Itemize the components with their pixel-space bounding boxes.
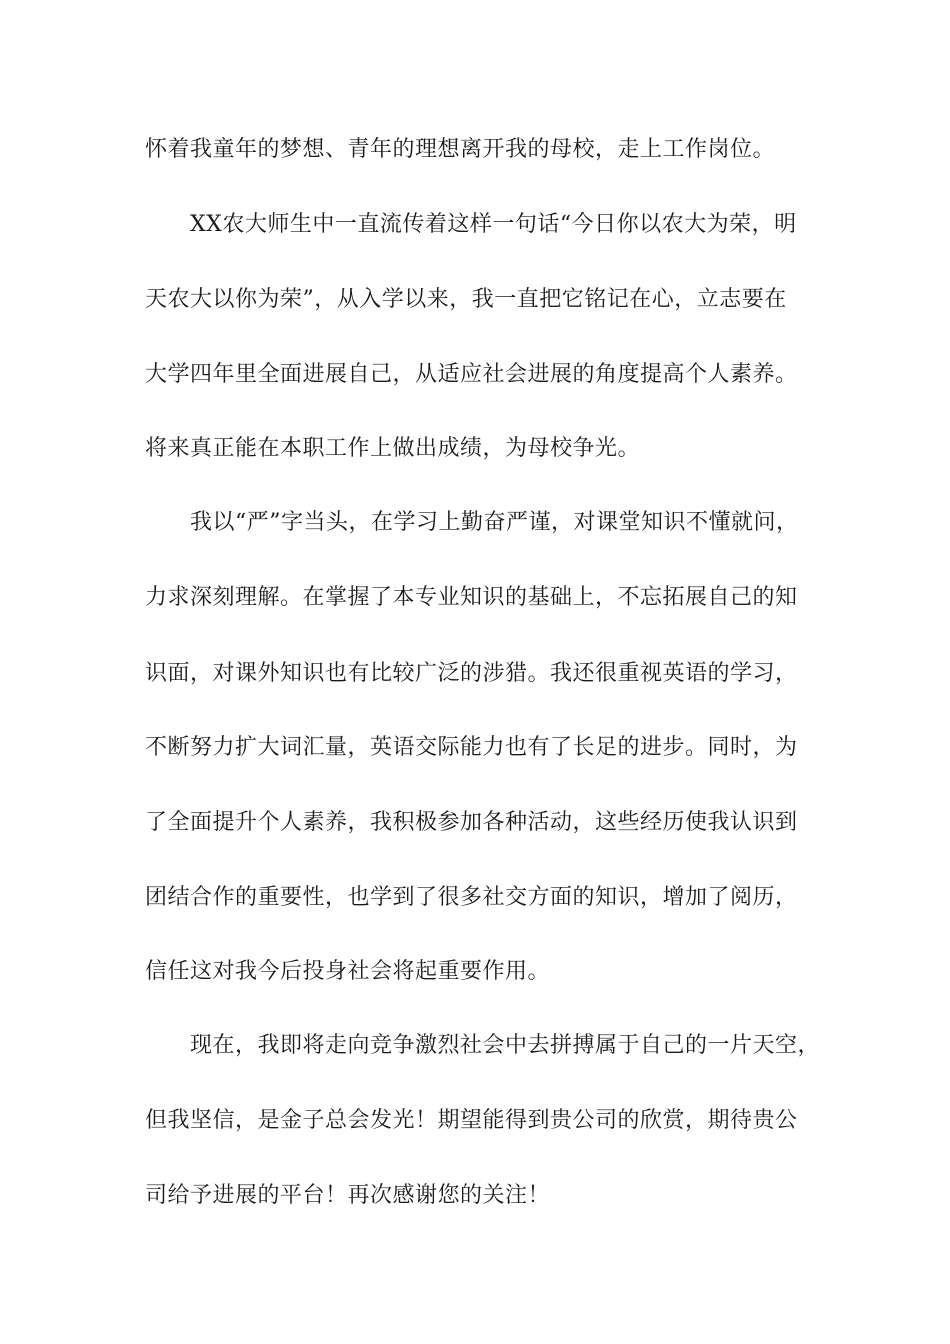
text-line-3: 天农大以你为荣”，从入学以来，我一直把它铭记在心，立志要在	[145, 287, 787, 312]
text-line-10: 了全面提升个人素养，我积极参加各种活动，这些经历使我认识到	[145, 810, 798, 835]
text-line-6: 我以“严”字当头，在学习上勤奋严谨，对课堂知识不懂就问，	[190, 510, 799, 535]
text-line-9: 不断努力扩大词汇量，英语交际能力也有了长足的进步。同时，为	[145, 735, 798, 760]
text-line-2: XX农大师生中一直流传着这样一句话“今日你以农大为荣，明	[190, 212, 797, 237]
text-line-4: 大学四年里全面进展自己，从适应社会进展的角度提高个人素养。	[145, 362, 798, 387]
text-line-7: 力求深刻理解。在掌握了本专业知识的基础上，不忘拓展自己的知	[145, 585, 798, 610]
text-line-1: 怀着我童年的梦想、青年的理想离开我的母校，走上工作岗位。	[145, 137, 776, 162]
text-line-5: 将来真正能在本职工作上做出成绩，为母校争光。	[145, 436, 641, 461]
text-line-15: 司给予进展的平台！再次感谢您的关注！	[145, 1183, 551, 1208]
text-line-13: 现在，我即将走向竞争激烈社会中去拼搏属于自己的一片天空，	[190, 1033, 821, 1058]
text-line-12: 信任这对我今后投身社会将起重要作用。	[145, 959, 551, 984]
text-line-14: 但我坚信，是金子总会发光！期望能得到贵公司的欣赏，期待贵公	[145, 1108, 798, 1133]
text-line-8: 识面，对课外知识也有比较广泛的涉猎。我还很重视英语的学习，	[145, 661, 798, 686]
text-line-11: 团结合作的重要性，也学到了很多社交方面的知识，增加了阅历，	[145, 885, 798, 910]
